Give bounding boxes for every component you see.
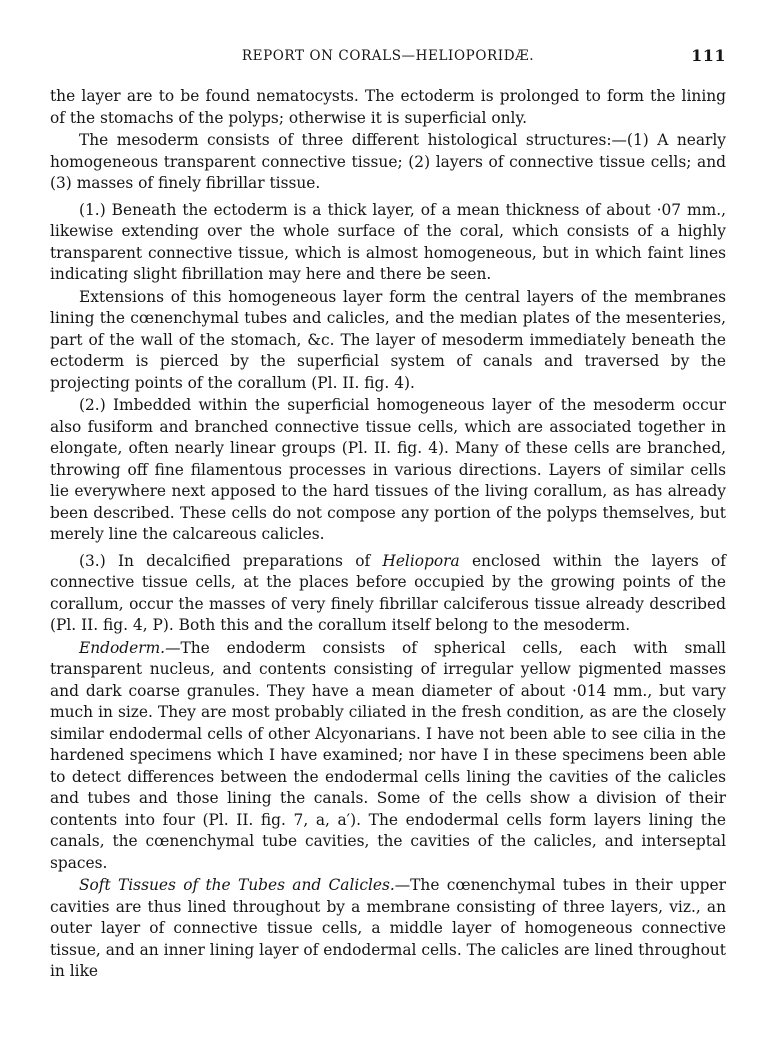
page-header [50, 44, 726, 70]
page [50, 44, 726, 984]
paragraph-soft-tissues [50, 875, 726, 983]
paragraph-endoderm-body: —The endoderm consists of spherical cells, each with small transparent nucleus, and contents consisting of irregular yellow pigmented masses and dark coarse granules. They have a mean diameter of about ·014 mm., but vary much in size. They are most probably ciliated in the fresh condition, as are the closely similar endodermal cells of other Alcyonarians. I have not been able to see cilia in the hardened specimens which I have examined; nor have I in these specimens been able to detect differences between the endodermal cells lining the cavities of the calicles and tubes and those lining the canals. Some of the cells show a division of their contents into four (Pl. II. fig. 7, a, a′). The endodermal cells form layers lining the canals, the cœnenchymal tube cavities, the cavities of the calicles, and interseptal spaces. [50, 638, 726, 872]
section-heading-soft-tissues: Soft Tissues of the Tubes and Calicles. [79, 876, 395, 894]
paragraph-fibrillar-rest: enclosed within the layers of connective tissue cells, at the places before occupied by the growing points of the corallum, occur the masses of very finely fibrillar calciferous tissue already described (Pl. II. fig. 4, P). Both this and the corallum itself belong to the mesoderm. [50, 551, 726, 634]
paragraph-extensions: Extensions of this homogeneous layer form the central layers of the membranes lining the cœnenchymal tubes and calicles, and the median plates of the mesenteries, part of the wall of the stomach, &c. The layer of mesoderm immediately beneath the ectoderm is pierced by the superficial system of canals and traversed by the projecting points of the corallum (Pl. II. fig. 4). [50, 287, 726, 392]
paragraph-connective-cells: (2.) Imbedded within the superficial homogeneous layer of the mesoderm occur also fusiform and branched connective tissue cells, which are associated together in elongate, often nearly linear groups (Pl. II. fig. 4). Many of these cells are branched, throwing off fine filamentous processes in various directions. Layers of similar cells lie everywhere next apposed to the hard tissues of the living corallum, as has already been described. These cells do not compose any portion of the polyps themselves, but merely line the calcareous calicles. [50, 396, 726, 543]
page-number: 111 [691, 46, 726, 65]
paragraph-fibrillar-lead: (3.) In decalcified preparations of [79, 551, 383, 570]
paragraph-homogeneous-layer: (1.) Beneath the ectoderm is a thick layer, of a mean thickness of about ·07 mm., likewise extending over the whole surface of the coral, which consists of a highly transparent connective tissue, which is almost homogeneous, but in which faint lines indicating slight fibrillation may here and there be seen. [50, 200, 726, 283]
paragraph-mesoderm-structures: The mesoderm consists of three different histological structures:—(1) A nearly homogeneous transparent connective tissue; (2) layers of connective tissue cells; and (3) masses of finely fibrillar tissue. [50, 131, 726, 192]
body-text [50, 86, 726, 983]
genus-name-heliopora: Heliopora [382, 551, 460, 570]
paragraph-soft-tissues-body: —The cœnenchymal tubes in their upper cavities are thus lined throughout by a membrane consisting of three layers, viz., an outer layer of connective tissue cells, a middle layer of homogeneous connective tissue, and an inner lining layer of endodermal cells. The calicles are lined throughout in like [50, 876, 727, 980]
paragraph-endoderm [50, 638, 726, 875]
section-heading-endoderm: Endoderm. [79, 638, 166, 657]
running-head: REPORT ON CORALS—HELIOPORIDÆ. [241, 48, 535, 64]
paragraph-fibrillar-tissue [50, 551, 726, 637]
paragraph-ectoderm-continuation: the layer are to be found nematocysts. The ectoderm is prolonged to form the lining of the stomachs of the polyps; otherwise it is superficial only. [50, 87, 726, 127]
